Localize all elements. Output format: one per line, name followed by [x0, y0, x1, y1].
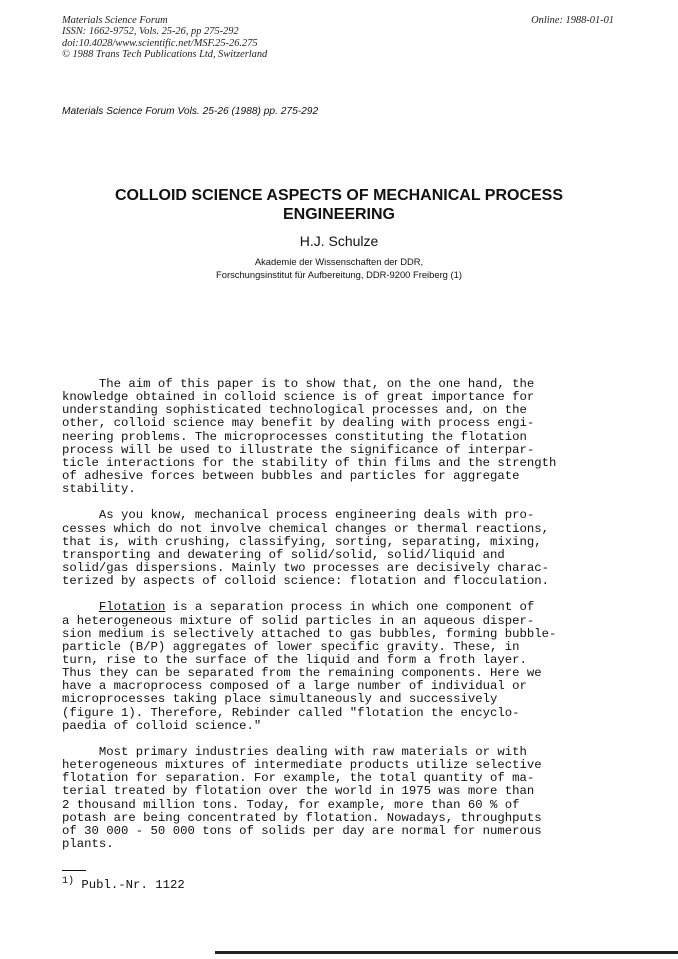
- text-line: that is, with crushing, classifying, sorting, separating, mixing,: [62, 534, 542, 549]
- affiliation: [0, 256, 678, 281]
- text-line: 2 thousand million tons. Today, for example, more than 60 % of: [62, 797, 520, 812]
- text-line: microprocesses taking place simultaneously and successively: [62, 692, 498, 707]
- meta-line-doi[interactable]: doi:10.4028/www.scientific.net/MSF.25-26.275: [62, 37, 258, 49]
- text-line: particle (B/P) aggregates of lower specific gravity. These, in: [62, 639, 520, 654]
- text-line: stability.: [62, 482, 136, 497]
- affiliation-line-2: Forschungsinstitut für Aufbereitung, DDR-9200 Freiberg (1): [216, 268, 462, 280]
- paragraph-aim: [62, 378, 622, 496]
- title-line-2: ENGINEERING: [282, 206, 395, 223]
- paragraph-mechanical-process: [62, 509, 622, 588]
- text-line: process will be used to illustrate the significance of interpar-: [62, 442, 535, 457]
- text-line: ticle interactions for the stability of thin films and the strength: [62, 455, 557, 470]
- abstract-body: [62, 378, 622, 864]
- text-line: turn, rise to the surface of the liquid and form a froth layer.: [62, 652, 527, 667]
- text-line: transporting and dewatering of solid/solid, solid/liquid and: [62, 547, 505, 562]
- title-line-1: COLLOID SCIENCE ASPECTS OF MECHANICAL PROCESS: [114, 187, 564, 204]
- text-line: sion medium is selectively attached to gas bubbles, forming bubble-: [62, 626, 557, 641]
- text-line: of 30 000 - 50 000 tons of solids per day are normal for numerous: [62, 823, 542, 838]
- meta-line-journal: Materials Science Forum: [62, 15, 168, 26]
- text-line: cesses which do not involve chemical changes or thermal reactions,: [62, 521, 550, 536]
- journal-citation: Materials Science Forum Vols. 25-26 (1988) pp. 275-292: [62, 106, 319, 117]
- text-line: terized by aspects of colloid science: flotation and flocculation.: [62, 574, 550, 589]
- meta-line-copyright: © 1988 Trans Tech Publications Ltd, Switzerland: [62, 48, 268, 60]
- text-line: solid/gas dispersions. Mainly two processes are decisively charac-: [62, 561, 550, 576]
- footnote: [62, 876, 185, 892]
- text-line: neering problems. The microprocesses constituting the flotation: [62, 429, 527, 444]
- text-line: understanding sophisticated technological processes and, on the: [62, 403, 527, 418]
- text-line: have a macroprocess composed of a large number of individual or: [62, 679, 527, 694]
- paper-title: [50, 186, 628, 224]
- text-line: a heterogeneous mixture of solid particles in an aqueous disper-: [62, 613, 535, 628]
- text-line: of adhesive forces between bubbles and particles for aggregate: [62, 469, 520, 484]
- text-line: knowledge obtained in colloid science is of great importance for: [62, 390, 535, 405]
- meta-line-issn: ISSN: 1662-9752, Vols. 25-26, pp 275-292: [62, 26, 239, 38]
- text-line: As you know, mechanical process engineering deals with pro-: [62, 508, 535, 523]
- paragraph-industries: [62, 746, 622, 851]
- paragraph-flotation: [62, 601, 622, 733]
- author-name: H.J. Schulze: [299, 233, 379, 249]
- text-line: other, colloid science may benefit by dealing with process engi-: [62, 416, 535, 431]
- footnote-mark: 1): [62, 876, 75, 887]
- underlined-term: Flotation: [98, 600, 166, 615]
- online-date: Online: 1988-01-01: [531, 15, 614, 26]
- footnote-rule: [62, 870, 86, 871]
- text-line: Thus they can be separated from the remaining components. Here we: [62, 666, 542, 681]
- text-line: flotation for separation. For example, the total quantity of ma-: [62, 771, 535, 786]
- text-line: Flotation is a separation process in which one component of: [98, 600, 535, 615]
- text-line: Most primary industries dealing with raw materials or with: [62, 744, 527, 759]
- text-line: (figure 1). Therefore, Rebinder called "flotation the encyclo-: [62, 705, 520, 720]
- footnote-text: Publ.-Nr. 1122: [81, 878, 185, 893]
- page-bottom-rule: [215, 951, 678, 954]
- affiliation-line-1: Akademie der Wissenschaften der DDR,: [254, 256, 424, 267]
- text-line: paedia of colloid science.": [62, 718, 262, 733]
- text-line: heterogeneous mixtures of intermediate products utilize selective: [62, 758, 542, 773]
- text-line: plants.: [62, 837, 114, 851]
- text-line: terial treated by flotation over the world in 1975 was more than: [62, 784, 535, 799]
- text-line: potash are being concentrated by flotation. Nowadays, throughputs: [62, 810, 542, 825]
- text-line: The aim of this paper is to show that, on the one hand, the: [62, 377, 535, 391]
